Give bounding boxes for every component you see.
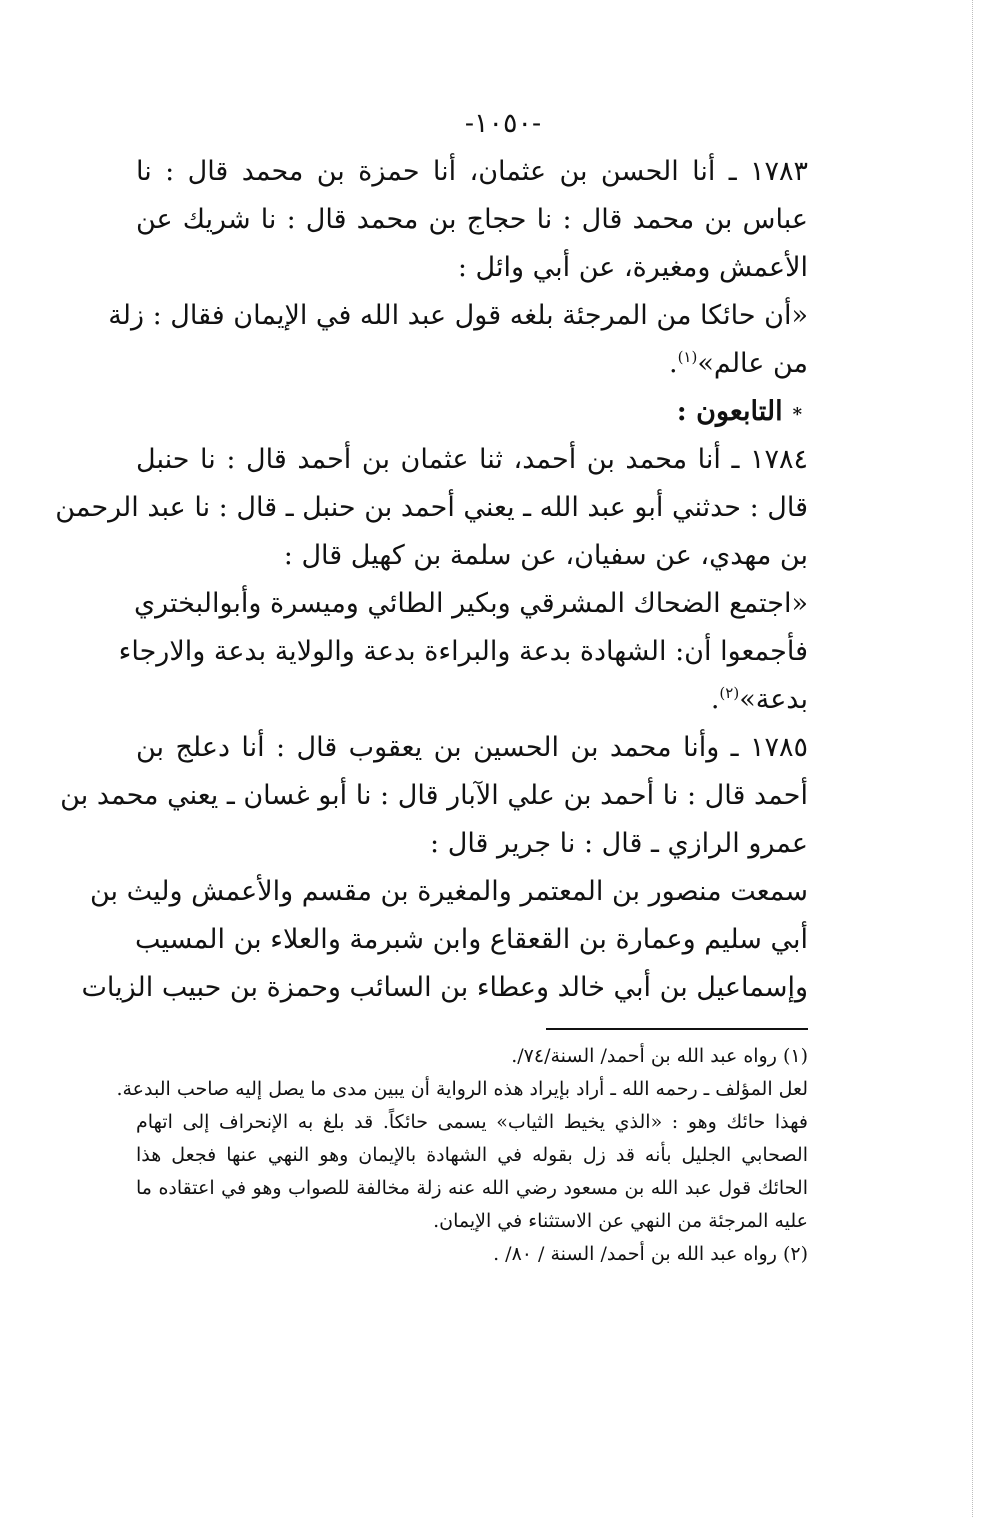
footnotes	[116, 1040, 808, 1271]
text-line: وإسماعيل بن أبي خالد وعطاء بن السائب وحمزة بن حبيب الزيات	[81, 972, 808, 1003]
text-line: أبي سليم وعمارة بن القعقاع وابن شبرمة والعلاء بن المسيب	[134, 924, 808, 955]
text-line: بن مهدي، عن سفيان، عن سلمة بن كهيل قال :	[283, 540, 808, 571]
footnote-line: لعل المؤلف ـ رحمه الله ـ أراد بإيراد هذه الرواية أن يبين مدى ما يصل إليه صاحب البدعة.	[116, 1078, 808, 1100]
asterisk-icon: *	[792, 404, 802, 425]
footnote-line: الحائك قول عبد الله بن مسعود رضي الله عنه زلة مخالفة للصواب وهو في اعتقاده ما	[136, 1177, 808, 1199]
main-text	[55, 148, 808, 1012]
text-segment: من عالم»	[697, 348, 808, 379]
section-heading	[136, 388, 808, 436]
page-number: -١٠٥٠-	[464, 108, 542, 139]
footnote-line: الصحابي الجليل بأنه قد زل بقوله في الشهادة بالإيمان وهو النهي عنها فجعل هذا	[136, 1144, 808, 1166]
text-line: ١٧٨٥ ـ وأنا محمد بن الحسين بن يعقوب قال : أنا دعلج بن	[136, 732, 808, 763]
text-line: أحمد قال : نا أحمد بن علي الآبار قال : نا أبو غسان ـ يعني محمد بن	[60, 780, 808, 811]
text-line	[136, 676, 808, 724]
footnote-line: (١) رواه عبد الله بن أحمد/ السنة/٧٤/.	[511, 1045, 808, 1067]
text-line: «اجتمع الضحاك المشرقي وبكير الطائي وميسرة وأبوالبختري	[133, 588, 808, 619]
text-line: ١٧٨٤ ـ أنا محمد بن أحمد، ثنا عثمان بن أحمد قال : نا حنبل	[136, 444, 808, 475]
text-line: قال : حدثني أبو عبد الله ـ يعني أحمد بن حنبل ـ قال : نا عبد الرحمن	[55, 492, 808, 523]
footnote-separator	[546, 1028, 808, 1030]
text-line: فأجمعوا أن: الشهادة بدعة والبراءة بدعة والولاية بدعة والارجاء	[118, 636, 808, 667]
text-line	[136, 340, 808, 388]
period: .	[668, 348, 678, 379]
page-edge-line	[972, 0, 973, 1517]
footnote-line: فهذا حائك وهو : «الذي يخيط الثياب» يسمى حائكاً. قد بلغ به الإنحراف إلى اتهام	[136, 1111, 808, 1133]
text-line: ١٧٨٣ ـ أنا الحسن بن عثمان، أنا حمزة بن محمد قال : نا	[136, 156, 808, 187]
text-line: عباس بن محمد قال : نا حجاج بن محمد قال : نا شريك عن	[136, 204, 808, 235]
text-line: سمعت منصور بن المعتمر والمغيرة بن مقسم والأعمش وليث بن	[89, 876, 808, 907]
footnote-line: (٢) رواه عبد الله بن أحمد/ السنة / ٨٠/ .	[493, 1243, 808, 1265]
text-line: عمرو الرازي ـ قال : نا جرير قال :	[430, 828, 808, 859]
text-line: الأعمش ومغيرة، عن أبي وائل :	[457, 252, 808, 283]
period: .	[710, 684, 720, 715]
footnote-ref: (٢)	[719, 684, 740, 702]
section-heading-text: التابعون :	[676, 396, 783, 427]
text-segment: بدعة»	[739, 684, 808, 715]
text-line: «أن حائكا من المرجئة بلغه قول عبد الله في الإيمان فقال : زلة	[108, 300, 808, 331]
footnote-ref: (١)	[677, 348, 698, 366]
footnote-line: عليه المرجئة من النهي عن الاستثناء في الإيمان.	[433, 1210, 808, 1232]
